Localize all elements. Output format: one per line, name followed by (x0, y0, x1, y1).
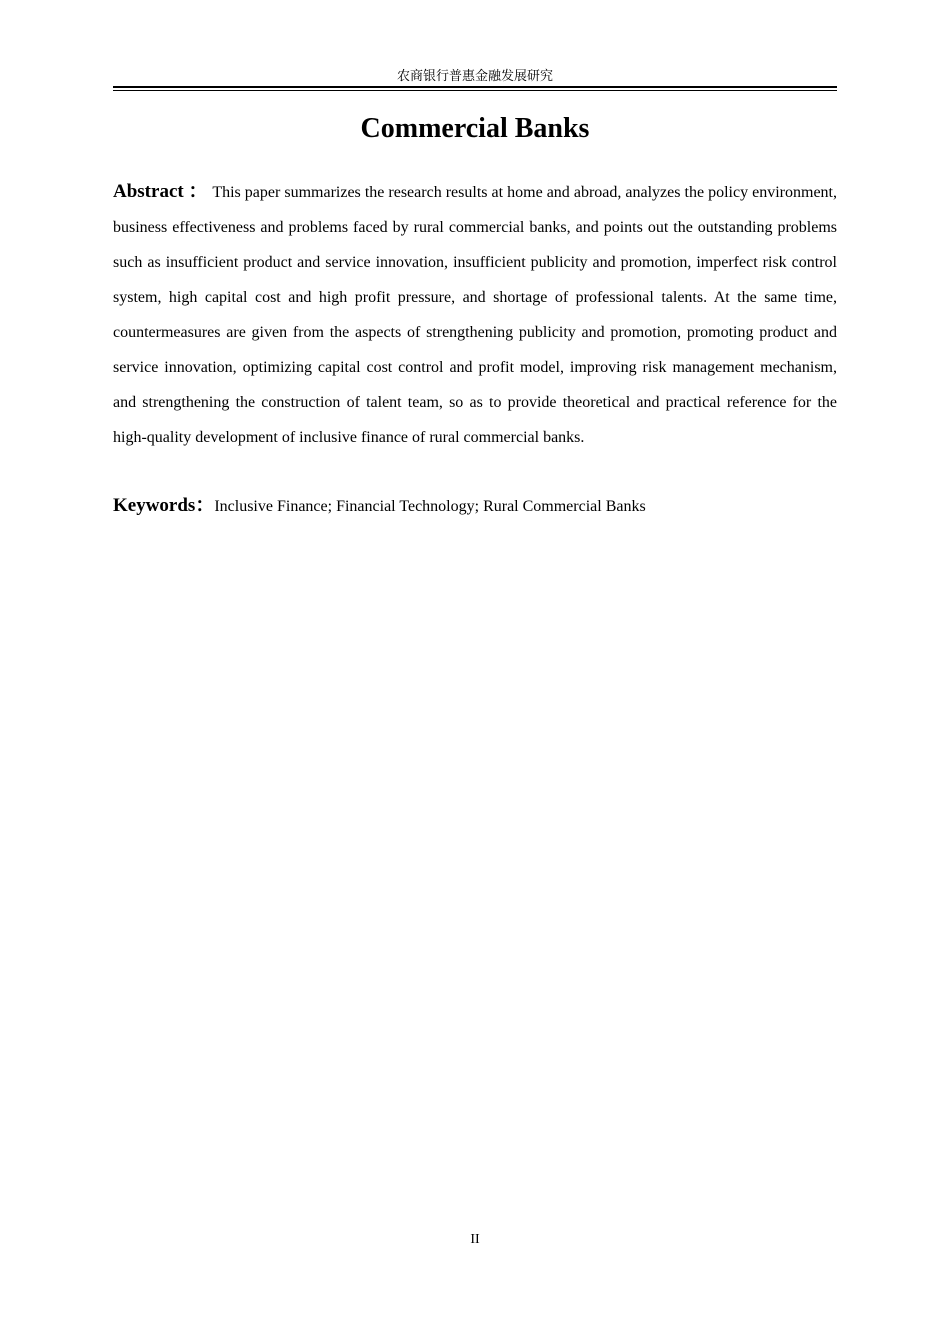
abstract-label: Abstract ： (113, 181, 213, 202)
header-rule-thin (113, 90, 837, 91)
keywords-text: Inclusive Finance; Financial Technology; Rural Commercial Banks (214, 498, 646, 515)
header-rule-thick (113, 86, 837, 88)
page-title: Commercial Banks (360, 113, 590, 144)
keywords-paragraph (113, 490, 837, 523)
page-number: II (470, 1232, 480, 1247)
abstract-paragraph (113, 174, 837, 455)
abstract-text: This paper summarizes the research results at home and abroad, analyzes the policy environment, business effectiveness and problems faced by rural commercial banks, and points out the outstanding problems such as insufficient product and service innovation, insufficient publicity and promotion, imperfect risk control system, high capital cost and high profit pressure, and shortage of professional talents. At the same time, countermeasures are given from the aspects of strengthening publicity and promotion, promoting product and service innovation, optimizing capital cost control and profit model, improving risk management mechanism, and strengthening the construction of talent team, so as to provide theoretical and practical reference for the high-quality development of inclusive finance of rural commercial banks. (113, 184, 838, 446)
keywords-label: Keywords： (113, 495, 215, 516)
running-title: 农商银行普惠金融发展研究 (396, 68, 553, 83)
